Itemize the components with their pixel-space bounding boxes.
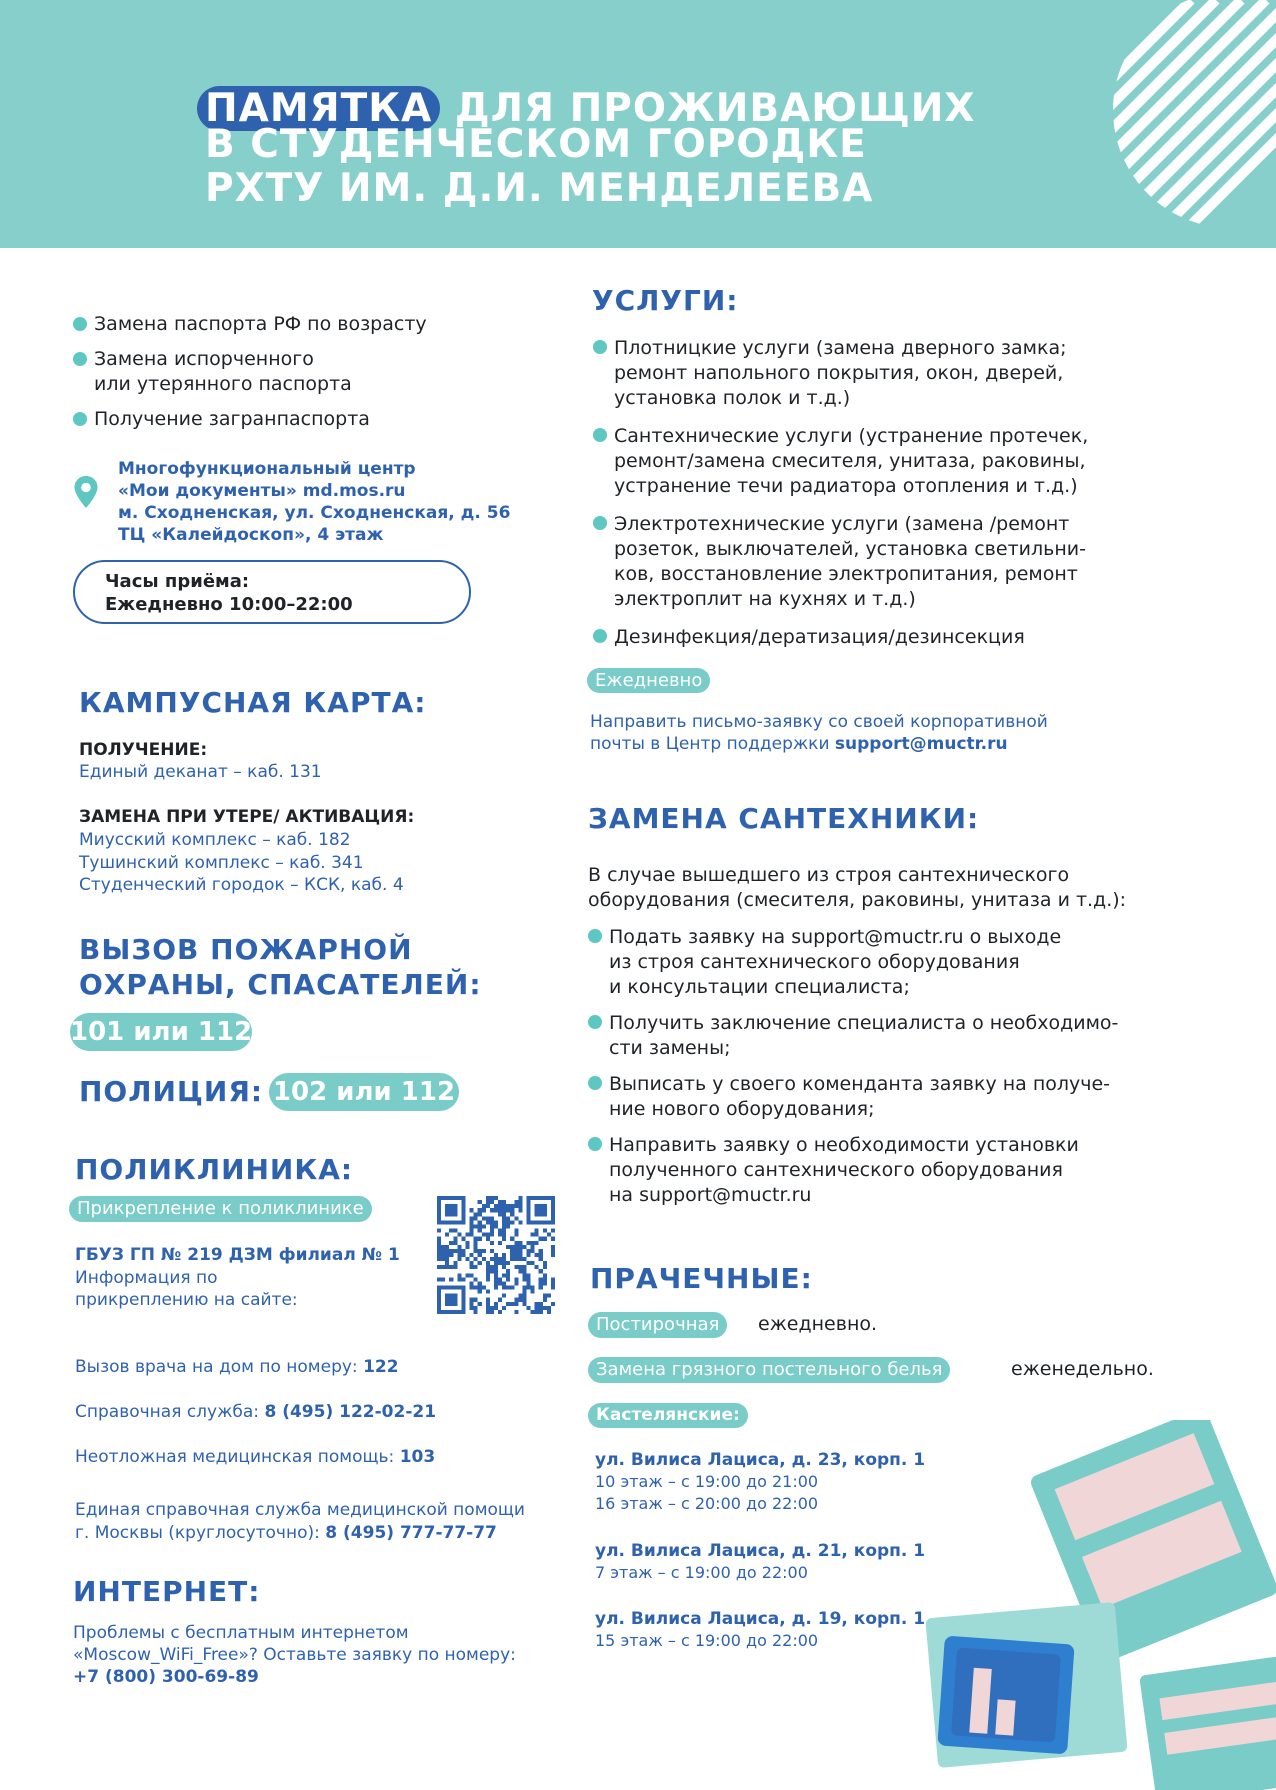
clinic-help-line: Справочная служба: 8 (495) 122-02-21 <box>75 1402 437 1422</box>
clinic-pill: Прикрепление к поликлинике <box>69 1196 372 1222</box>
fire-number-badge: 101 или 112 <box>70 1013 252 1051</box>
bullet-icon <box>73 412 87 426</box>
passport-list <box>73 312 543 432</box>
list-item: Студенческий городок – КСК, каб. 4 <box>79 875 404 895</box>
laundry-address-2: ул. Вилиса Лациса, д. 21, корп. 1 7 этаж – с 19:00 до 22:00 <box>595 1541 926 1582</box>
clinic-urgent-line: Неотложная медицинская помощь: 103 <box>75 1447 436 1467</box>
laundry-address-3: ул. Вилиса Лациса, д. 19, корп. 1 15 этаж – с 19:00 до 22:00 <box>595 1609 926 1650</box>
linen-pill: Замена грязного постельного белья <box>588 1357 950 1383</box>
plumbing-list <box>588 925 1228 1208</box>
service-center-address: Многофункциональный центр «Мои документы» md.mos.ru м. Сходненская, ул. Сходненская, д. 56 ТЦ «Калейдоскоп», 4 этаж <box>118 459 511 545</box>
campus-get-label: ПОЛУЧЕНИЕ: <box>79 740 208 760</box>
bullet-icon <box>73 317 87 331</box>
wash-pill: Постирочная <box>588 1312 727 1338</box>
list-item: Выписать у своего коменданта заявку на получе- ние нового оборудования; <box>588 1072 1228 1122</box>
hours-value: Ежедневно 10:00–22:00 <box>105 594 353 615</box>
daily-pill: Ежедневно <box>587 668 710 693</box>
fire-heading: ВЫЗОВ ПОЖАРНОЙ ОХРАНЫ, СПАСАТЕЛЕЙ: <box>79 933 482 1001</box>
bullet-icon <box>593 516 607 530</box>
list-item: Подать заявку на support@muctr.ru о выходе из строя сантехнического оборудования и консультации специалиста; <box>588 925 1228 1000</box>
list-item: Тушинский комплекс – каб. 341 <box>79 852 364 873</box>
list-item: Миусский комплекс – каб. 182 <box>79 830 351 850</box>
clinic-info: Информация по прикреплению на сайте: <box>75 1268 298 1310</box>
bullet-icon <box>593 340 607 354</box>
linen-rooms-pill: Кастелянские: <box>588 1403 748 1428</box>
list-item: Дезинфекция/дератизация/дезинсекция <box>593 625 1213 650</box>
linen-frequency: еженедельно. <box>1011 1358 1154 1380</box>
bullet-icon <box>588 1076 602 1090</box>
decorative-cards <box>916 1420 1276 1790</box>
bullet-icon <box>588 1015 602 1029</box>
bullet-icon <box>588 1137 602 1151</box>
list-item: Сантехнические услуги (устранение протечек, ремонт/замена смесителя, унитаза, раковины, устранение течи радиатора отопления и т.д.) <box>593 424 1213 499</box>
list-item: Получить заключение специалиста о необходимо- сти замены; <box>588 1011 1228 1061</box>
bullet-icon <box>593 428 607 442</box>
title-line-2: В СТУДЕНЧЕСКОМ ГОРОДКЕ <box>205 122 867 167</box>
services-heading: УСЛУГИ: <box>592 284 739 317</box>
police-number-badge: 102 или 112 <box>269 1073 459 1111</box>
bullet-icon <box>73 352 87 366</box>
stripes-decoration <box>1091 0 1276 248</box>
list-item: Плотницкие услуги (замена дверного замка; ремонт напольного покрытия, окон, дверей, установка полок и т.д.) <box>593 336 1213 411</box>
list-item: Замена паспорта РФ по возрасту <box>73 312 543 337</box>
internet-text: Проблемы с бесплатным интернетом «Moscow_WiFi_Free»? Оставьте заявку по номеру: +7 (800) 300-69-89 <box>73 1623 516 1687</box>
qr-code <box>437 1196 555 1314</box>
services-list <box>593 336 1213 650</box>
laundry-address-1: ул. Вилиса Лациса, д. 23, корп. 1 10 этаж – с 19:00 до 21:00 16 этаж – с 20:00 до 22:00 <box>595 1450 926 1513</box>
campus-replace-label: ЗАМЕНА ПРИ УТЕРЕ/ АКТИВАЦИЯ: <box>79 807 415 827</box>
plumbing-intro: В случае вышедшего из строя сантехнического оборудования (смесителя, раковины, унитаза и т.д.): <box>588 864 1127 911</box>
title-rest: ДЛЯ ПРОЖИВАЮЩИХ <box>454 86 976 131</box>
header-banner <box>0 0 1276 248</box>
wash-frequency: ежедневно. <box>758 1313 878 1335</box>
plumbing-heading: ЗАМЕНА САНТЕХНИКИ: <box>588 802 980 835</box>
clinic-doctor-line: Вызов врача на дом по номеру: 122 <box>75 1357 399 1377</box>
campus-get-value: Единый деканат – каб. 131 <box>79 762 322 782</box>
laundry-heading: ПРАЧЕЧНЫЕ: <box>590 1262 813 1295</box>
hours-label: Часы приёма: <box>105 571 250 592</box>
clinic-unified-line: Единая справочная служба медицинской помощи г. Москвы (круглосуточно): 8 (495) 777-77-77 <box>75 1500 525 1543</box>
campus-card-heading: КАМПУСНАЯ КАРТА: <box>79 686 427 719</box>
list-item: Замена испорченного или утерянного паспорта <box>73 347 543 397</box>
clinic-name: ГБУЗ ГП № 219 ДЗМ филиал № 1 <box>75 1245 400 1265</box>
clinic-heading: ПОЛИКЛИНИКА: <box>75 1153 354 1186</box>
list-item: Получение загранпаспорта <box>73 407 543 432</box>
location-pin-icon <box>73 475 99 513</box>
hours-box <box>73 560 471 624</box>
list-item: Направить заявку о необходимости установки полученного сантехнического оборудования на support@muctr.ru <box>588 1133 1228 1208</box>
police-heading: ПОЛИЦИЯ: <box>79 1075 264 1108</box>
page-title <box>205 76 976 222</box>
internet-heading: ИНТЕРНЕТ: <box>73 1575 261 1608</box>
bullet-icon <box>593 629 607 643</box>
title-line-3: РХТУ ИМ. Д.И. МЕНДЕЛЕЕВА <box>205 166 874 211</box>
campus-replace-list <box>79 829 404 897</box>
title-highlight: ПАМЯТКА <box>197 86 440 131</box>
list-item: Электротехнические услуги (замена /ремонт розеток, выключателей, установка светильни- ков, восстановление электропитания, ремонт электроплит на кухнях и т.д.) <box>593 512 1213 612</box>
bullet-icon <box>588 929 602 943</box>
services-note: Направить письмо-заявку со своей корпоративной почты в Центр поддержки support@muctr.ru <box>590 712 1048 754</box>
